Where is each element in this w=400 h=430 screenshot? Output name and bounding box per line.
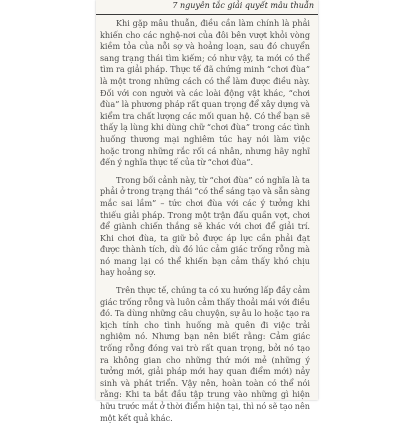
book-page (96, 0, 318, 423)
page-body (96, 15, 310, 430)
running-header (96, 0, 318, 15)
paragraph-1: Khi gặp mâu thuẫn, điều cần làm chính là phải khiến cho các nghệ-nơi của đôi bên vượt khỏi vòng kiềm tỏa của nỗi sợ và hoảng loạn, sau đó chuyển sang trạng thái tìm kiếm; có như vậy, ta mới có thể tìm ra giải pháp. Thực tế đã chứng minh “chơi đùa” là một trong những cách có thể làm được điều này. Đối với con người và các loài động vật khác, “chơi đùa” là phương pháp rất quan trọng để xây dựng và kiểm tra chất lượng các mối quan hệ. Có thể bạn sẽ thấy lạ lùng khi dùng chữ “chơi đùa” trong các tình huống thương mại nghiêm túc hay nói làm việc hoặc trong những rắc rối cá nhân, nhưng hãy nghĩ đến ý nghĩa thực tế của từ “chơi đùa”. (100, 18, 310, 168)
header-title: 7 nguyên tắc giải quyết mâu thuẫn (172, 1, 314, 10)
paragraph-2: Trong bối cảnh này, từ “chơi đùa” có nghĩa là ta phải ở trong trạng thái “có thể sáng tạo và sẵn sàng mắc sai lầm” – tức chơi đùa với các ý tưởng khi thiếu giải pháp. Trong một trận đấu quần vợt, chơi để giành chiến thắng sẽ khác với chơi để giải trí. Khi chơi đùa, ta giữ bỏ được áp lực cần phải đạt được thành tích, dù đó lúc cảm giác trống rỗng mà nó mang lại có thể khiến bạn cảm thấy khó chịu hay hoảng sợ. (100, 174, 310, 278)
paragraph-3: Trên thực tế, chúng ta có xu hướng lấp đầy cảm giác trống rỗng và luôn cảm thấy thoải mái với điều đó. Ta dùng những câu chuyện, sự âu lo hoặc tạo ra kịch tính cho tình huống mà quên đi việc trải nghiệm nó. Nhưng bạn nên biết rằng: Cảm giác trống rỗng đóng vai trò rất quan trọng, bởi nó tạo ra không gian cho những thứ mới mẻ (những ý tưởng mới, giải pháp mới hay quan điểm mới) nảy sinh và phát triển. Vậy nên, hoàn toàn có thể nói rằng: Khi ta bắt đầu tập trung vào những gì hiện hữu trước mắt ở thời điểm hiện tại, thì nó sẽ tạo nên một kết quả khác. (100, 285, 310, 423)
